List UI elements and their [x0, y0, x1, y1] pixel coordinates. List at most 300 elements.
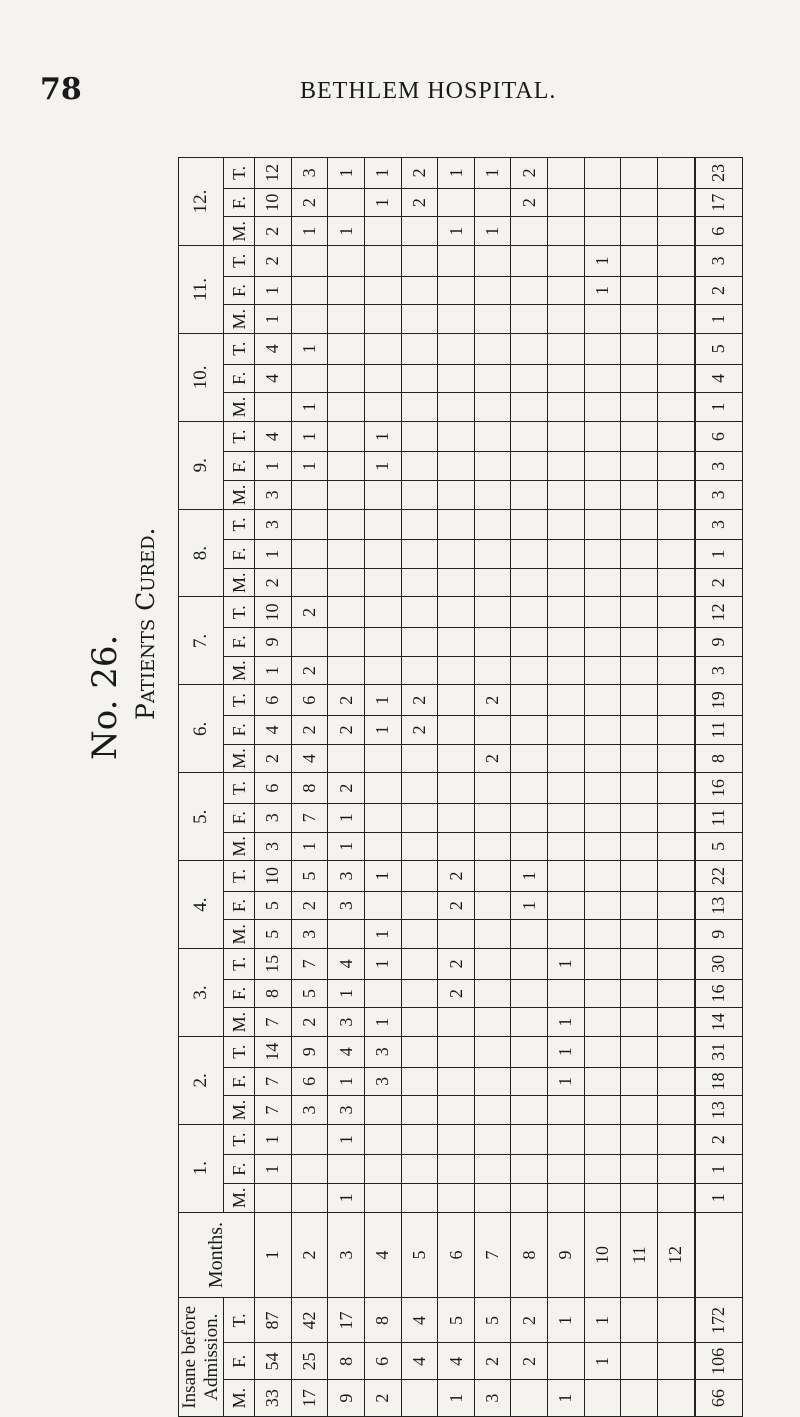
insane-cell: 1	[548, 1298, 585, 1343]
header-month-group-2: 2.	[179, 1036, 224, 1124]
data-cell	[401, 1155, 438, 1184]
data-cell	[328, 364, 365, 393]
total-cell: 1	[695, 1184, 743, 1213]
insane-cell	[511, 1380, 548, 1417]
data-cell	[584, 597, 621, 628]
data-cell: 3	[328, 861, 365, 892]
data-cell	[474, 861, 511, 892]
data-cell	[658, 1008, 695, 1037]
data-cell	[401, 891, 438, 920]
table-row	[291, 158, 328, 1417]
data-cell	[584, 979, 621, 1008]
insane-cell: 4	[438, 1343, 475, 1380]
data-cell	[328, 188, 365, 217]
data-cell	[658, 481, 695, 510]
data-cell	[511, 1184, 548, 1213]
group-10-sub-m: M.	[224, 393, 255, 422]
insane-sub-t: T.	[224, 1298, 255, 1343]
insane-cell	[621, 1298, 658, 1343]
data-cell	[621, 421, 658, 452]
total-cell: 23	[695, 158, 743, 189]
data-cell	[328, 540, 365, 569]
data-cell: 4	[291, 744, 328, 773]
data-cell	[328, 393, 365, 422]
insane-cell	[658, 1380, 695, 1417]
header-group-row	[179, 158, 224, 1417]
group-9-sub-m: M.	[224, 481, 255, 510]
data-cell: 2	[401, 188, 438, 217]
data-cell: 3	[291, 1096, 328, 1125]
data-cell	[328, 628, 365, 657]
data-cell: 1	[291, 393, 328, 422]
insane-cell: 1	[584, 1298, 621, 1343]
data-cell	[364, 979, 401, 1008]
table-number: No. 26.	[85, 634, 125, 760]
data-cell: 1	[364, 685, 401, 716]
total-cell: 2	[695, 568, 743, 597]
data-cell	[364, 481, 401, 510]
data-cell: 10	[255, 861, 292, 892]
data-cell	[328, 421, 365, 452]
data-cell	[474, 481, 511, 510]
months-cell: 6	[438, 1212, 475, 1298]
total-cell: 13	[695, 891, 743, 920]
data-cell	[401, 832, 438, 861]
data-cell	[401, 481, 438, 510]
data-cell: 8	[291, 773, 328, 804]
data-cell	[401, 1036, 438, 1067]
data-cell	[548, 656, 585, 685]
data-cell	[584, 1124, 621, 1155]
data-cell	[548, 333, 585, 364]
data-cell	[658, 364, 695, 393]
data-cell	[584, 393, 621, 422]
data-cell	[364, 1184, 401, 1213]
table-row	[474, 158, 511, 1417]
data-cell	[548, 246, 585, 277]
data-cell	[438, 305, 475, 334]
months-cell: 7	[474, 1212, 511, 1298]
insane-cell: 5	[474, 1298, 511, 1343]
data-cell	[548, 452, 585, 481]
total-cell: 19	[695, 685, 743, 716]
data-cell	[658, 832, 695, 861]
table-title: Patients Cured.	[131, 527, 160, 720]
data-cell	[474, 832, 511, 861]
data-cell: 6	[291, 685, 328, 716]
data-cell	[328, 509, 365, 540]
data-cell: 2	[291, 891, 328, 920]
data-cell	[474, 628, 511, 657]
data-cell: 5	[291, 979, 328, 1008]
data-cell	[401, 1008, 438, 1037]
group-8-sub-t: T.	[224, 509, 255, 540]
total-cell: 6	[695, 217, 743, 246]
data-cell: 2	[328, 685, 365, 716]
total-cell: 2	[695, 276, 743, 305]
header-month-group-12: 12.	[179, 158, 224, 246]
data-cell: 1	[255, 452, 292, 481]
data-cell	[401, 597, 438, 628]
months-cell: 5	[401, 1212, 438, 1298]
data-cell	[584, 773, 621, 804]
data-cell	[474, 509, 511, 540]
data-cell	[658, 861, 695, 892]
data-cell	[658, 393, 695, 422]
data-cell: 2	[401, 685, 438, 716]
data-cell	[364, 568, 401, 597]
data-cell	[511, 481, 548, 510]
data-cell	[658, 276, 695, 305]
data-cell	[438, 1184, 475, 1213]
data-cell: 12	[255, 158, 292, 189]
data-cell: 4	[328, 949, 365, 980]
data-cell	[401, 1184, 438, 1213]
total-cell: 1	[695, 1155, 743, 1184]
header-month-group-10: 10.	[179, 333, 224, 421]
data-cell	[474, 1184, 511, 1213]
data-cell: 1	[511, 861, 548, 892]
data-cell	[584, 685, 621, 716]
insane-cell: 17	[328, 1298, 365, 1343]
data-cell	[548, 1124, 585, 1155]
data-cell	[511, 246, 548, 277]
data-cell: 1	[474, 158, 511, 189]
running-head: BETHLEM HOSPITAL.	[300, 78, 557, 104]
data-cell	[658, 685, 695, 716]
group-3-sub-t: T.	[224, 949, 255, 980]
data-cell	[658, 1036, 695, 1067]
data-cell	[621, 217, 658, 246]
data-cell	[438, 656, 475, 685]
data-cell	[438, 744, 475, 773]
data-cell	[658, 773, 695, 804]
total-cell: 2	[695, 1124, 743, 1155]
data-cell: 1	[548, 1008, 585, 1037]
total-cell: 5	[695, 832, 743, 861]
data-cell: 4	[255, 421, 292, 452]
data-cell	[401, 421, 438, 452]
data-cell	[291, 246, 328, 277]
data-cell: 3	[255, 481, 292, 510]
data-cell	[401, 364, 438, 393]
data-cell	[658, 246, 695, 277]
data-cell: 1	[291, 217, 328, 246]
data-cell	[548, 540, 585, 569]
data-cell	[438, 568, 475, 597]
data-cell: 1	[364, 421, 401, 452]
data-cell	[401, 628, 438, 657]
table-row	[584, 158, 621, 1417]
total-cell: 1	[695, 305, 743, 334]
data-cell	[364, 276, 401, 305]
data-cell	[474, 949, 511, 980]
data-cell	[364, 744, 401, 773]
patients-cured-table	[178, 157, 743, 1417]
data-cell	[658, 1155, 695, 1184]
data-cell	[658, 920, 695, 949]
data-cell	[401, 509, 438, 540]
data-cell	[328, 744, 365, 773]
data-cell	[364, 1096, 401, 1125]
group-8-sub-f: F.	[224, 540, 255, 569]
data-cell	[511, 832, 548, 861]
data-cell: 4	[255, 333, 292, 364]
data-cell	[511, 568, 548, 597]
data-cell: 1	[364, 158, 401, 189]
data-cell	[621, 158, 658, 189]
data-cell: 3	[255, 832, 292, 861]
data-cell	[621, 540, 658, 569]
data-cell	[438, 1008, 475, 1037]
data-cell	[474, 773, 511, 804]
table-row	[328, 158, 365, 1417]
data-cell	[621, 949, 658, 980]
total-cell: 17	[695, 188, 743, 217]
data-cell	[621, 773, 658, 804]
data-cell	[474, 1096, 511, 1125]
data-cell: 8	[255, 979, 292, 1008]
total-cell: 3	[695, 246, 743, 277]
data-cell	[364, 656, 401, 685]
table-heading	[85, 528, 160, 761]
table-row	[364, 158, 401, 1417]
data-cell	[584, 333, 621, 364]
data-cell: 1	[328, 979, 365, 1008]
data-cell	[621, 333, 658, 364]
data-cell	[658, 1067, 695, 1096]
data-cell	[364, 305, 401, 334]
data-cell: 1	[584, 246, 621, 277]
data-cell	[511, 716, 548, 745]
insane-cell: 1	[548, 1380, 585, 1417]
data-cell	[548, 364, 585, 393]
data-cell	[438, 1155, 475, 1184]
data-cell	[584, 891, 621, 920]
data-cell: 1	[255, 656, 292, 685]
data-cell	[548, 509, 585, 540]
data-cell	[658, 1184, 695, 1213]
data-cell	[438, 1067, 475, 1096]
data-cell: 10	[255, 188, 292, 217]
data-cell	[438, 1124, 475, 1155]
data-cell	[291, 481, 328, 510]
group-7-sub-m: M.	[224, 656, 255, 685]
data-cell	[364, 246, 401, 277]
total-cell: 1	[695, 393, 743, 422]
insane-cell	[658, 1298, 695, 1343]
data-cell: 15	[255, 949, 292, 980]
data-cell	[621, 188, 658, 217]
data-cell	[438, 597, 475, 628]
data-cell	[474, 276, 511, 305]
data-cell	[511, 803, 548, 832]
data-cell	[584, 568, 621, 597]
data-cell	[438, 803, 475, 832]
data-cell	[511, 509, 548, 540]
data-cell	[658, 188, 695, 217]
data-cell	[474, 333, 511, 364]
data-cell	[438, 276, 475, 305]
total-insane-cell: 66	[695, 1380, 743, 1417]
data-cell	[474, 540, 511, 569]
group-1-sub-t: T.	[224, 1124, 255, 1155]
insane-cell	[621, 1380, 658, 1417]
total-cell: 30	[695, 949, 743, 980]
rotated-table-wrapper	[178, 157, 743, 1417]
totals-row	[695, 158, 743, 1417]
data-cell: 1	[291, 832, 328, 861]
group-2-sub-t: T.	[224, 1036, 255, 1067]
data-cell	[548, 1155, 585, 1184]
group-9-sub-f: F.	[224, 452, 255, 481]
data-cell: 2	[291, 597, 328, 628]
total-insane-cell: 106	[695, 1343, 743, 1380]
total-cell: 9	[695, 920, 743, 949]
data-cell: 2	[255, 568, 292, 597]
data-cell	[438, 421, 475, 452]
data-cell	[438, 333, 475, 364]
group-5-sub-m: M.	[224, 832, 255, 861]
data-cell	[255, 1184, 292, 1213]
total-cell: 31	[695, 1036, 743, 1067]
data-cell	[658, 744, 695, 773]
data-cell	[401, 803, 438, 832]
data-cell	[328, 276, 365, 305]
data-cell	[548, 685, 585, 716]
header-month-group-5: 5.	[179, 773, 224, 861]
insane-cell: 5	[438, 1298, 475, 1343]
data-cell	[401, 276, 438, 305]
data-cell	[438, 920, 475, 949]
insane-cell: 4	[401, 1343, 438, 1380]
data-cell	[621, 685, 658, 716]
data-cell	[548, 276, 585, 305]
data-cell	[548, 158, 585, 189]
data-cell	[658, 979, 695, 1008]
data-cell	[474, 891, 511, 920]
data-cell	[291, 364, 328, 393]
data-cell	[401, 1124, 438, 1155]
insane-cell: 1	[584, 1343, 621, 1380]
header-month-group-8: 8.	[179, 509, 224, 597]
data-cell: 1	[255, 540, 292, 569]
data-cell: 9	[255, 628, 292, 657]
page-number: 78	[40, 72, 82, 107]
data-cell	[438, 509, 475, 540]
data-cell	[511, 949, 548, 980]
data-cell	[584, 481, 621, 510]
data-cell	[401, 393, 438, 422]
data-cell	[621, 509, 658, 540]
data-cell	[548, 481, 585, 510]
data-cell	[548, 773, 585, 804]
total-cell: 12	[695, 597, 743, 628]
header-months: Months.	[179, 1212, 255, 1298]
group-3-sub-m: M.	[224, 1008, 255, 1037]
data-cell: 1	[438, 158, 475, 189]
data-cell	[548, 979, 585, 1008]
data-cell	[511, 597, 548, 628]
data-cell	[474, 597, 511, 628]
data-cell	[548, 628, 585, 657]
data-cell	[511, 685, 548, 716]
data-cell	[291, 1155, 328, 1184]
data-cell	[658, 509, 695, 540]
group-5-sub-t: T.	[224, 773, 255, 804]
data-cell: 1	[291, 452, 328, 481]
data-cell	[328, 481, 365, 510]
data-cell	[364, 803, 401, 832]
data-cell	[401, 1096, 438, 1125]
data-cell	[438, 393, 475, 422]
data-cell	[584, 1036, 621, 1067]
group-6-sub-t: T.	[224, 685, 255, 716]
table-row	[548, 158, 585, 1417]
group-10-sub-f: F.	[224, 364, 255, 393]
data-cell: 2	[255, 217, 292, 246]
data-cell	[474, 920, 511, 949]
total-cell: 1	[695, 540, 743, 569]
data-cell	[291, 1124, 328, 1155]
data-cell	[474, 188, 511, 217]
data-cell: 6	[255, 685, 292, 716]
months-cell: 12	[658, 1212, 695, 1298]
data-cell	[548, 891, 585, 920]
data-cell: 1	[511, 891, 548, 920]
data-cell	[438, 246, 475, 277]
header-month-group-6: 6.	[179, 685, 224, 773]
data-cell: 1	[328, 1067, 365, 1096]
total-cell: 16	[695, 979, 743, 1008]
group-5-sub-f: F.	[224, 803, 255, 832]
data-cell	[584, 188, 621, 217]
data-cell	[401, 656, 438, 685]
data-cell: 5	[255, 920, 292, 949]
data-cell: 2	[291, 656, 328, 685]
data-cell	[584, 832, 621, 861]
data-cell	[511, 276, 548, 305]
data-cell	[584, 1008, 621, 1037]
data-cell	[511, 744, 548, 773]
data-cell	[438, 1096, 475, 1125]
header-month-group-4: 4.	[179, 861, 224, 949]
data-cell: 7	[255, 1067, 292, 1096]
data-cell	[291, 628, 328, 657]
insane-cell	[548, 1343, 585, 1380]
data-cell: 2	[511, 158, 548, 189]
data-cell	[658, 421, 695, 452]
insane-cell: 33	[255, 1380, 292, 1417]
data-cell	[584, 364, 621, 393]
group-9-sub-t: T.	[224, 421, 255, 452]
data-cell	[364, 1124, 401, 1155]
total-cell: 4	[695, 364, 743, 393]
data-cell	[621, 1067, 658, 1096]
months-cell: 2	[291, 1212, 328, 1298]
data-cell: 2	[511, 188, 548, 217]
data-cell: 1	[328, 217, 365, 246]
data-cell: 3	[291, 158, 328, 189]
data-cell	[584, 421, 621, 452]
group-4-sub-m: M.	[224, 920, 255, 949]
group-4-sub-f: F.	[224, 891, 255, 920]
data-cell	[621, 597, 658, 628]
data-cell	[621, 891, 658, 920]
data-cell	[584, 1155, 621, 1184]
data-cell: 3	[328, 1096, 365, 1125]
header-month-group-11: 11.	[179, 246, 224, 334]
